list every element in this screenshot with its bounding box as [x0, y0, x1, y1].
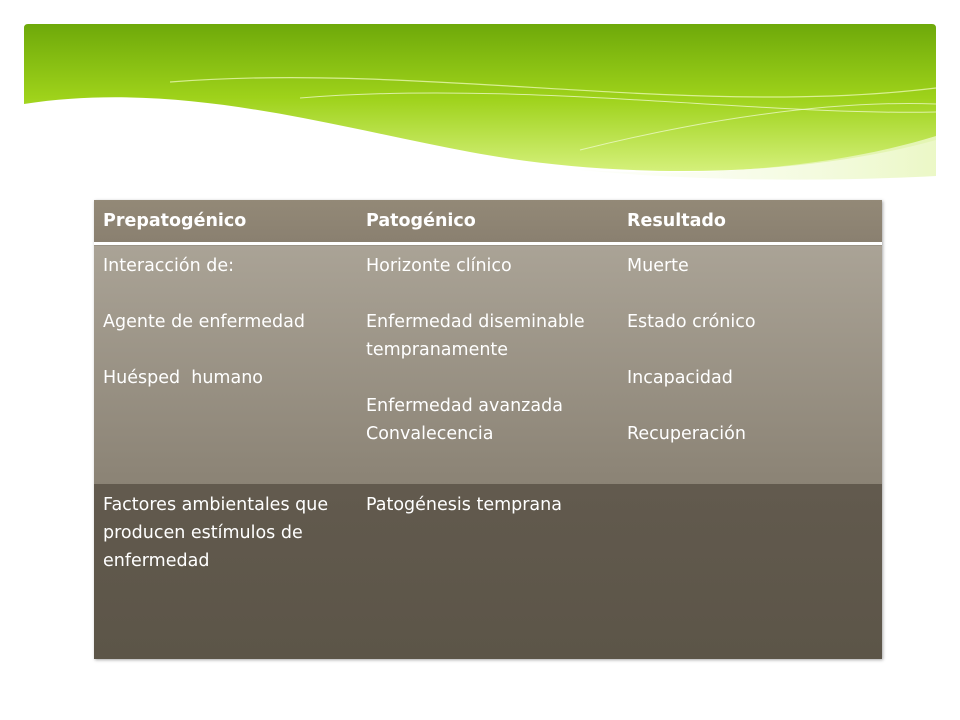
header-patogenico: Patogénico: [357, 200, 618, 244]
table-row: [94, 484, 882, 659]
stages-table: [94, 200, 882, 659]
cell-text: Horizonte clínico Enfermedad diseminable tempranamente Enfermedad avanzada Convalecencia: [366, 256, 585, 444]
header-resultado: Resultado: [618, 200, 882, 244]
table-cell: [357, 484, 618, 659]
table-cell: [618, 244, 882, 485]
cell-text: Factores ambientales que producen estímulos de enfermedad: [103, 495, 334, 571]
table-cell: [357, 244, 618, 485]
table-cell: [94, 484, 357, 659]
cell-text: Patogénesis temprana: [366, 495, 562, 515]
table-row: [94, 244, 882, 485]
cell-text: Muerte Estado crónico Incapacidad Recuperación: [627, 256, 756, 444]
header-banner: [0, 0, 960, 200]
header-prepatogenico: Prepatogénico: [94, 200, 357, 244]
cell-text: Interacción de: Agente de enfermedad Huésped humano: [103, 256, 305, 388]
table-header-row: [94, 200, 882, 244]
table-cell: [618, 484, 882, 659]
table-cell: [94, 244, 357, 485]
